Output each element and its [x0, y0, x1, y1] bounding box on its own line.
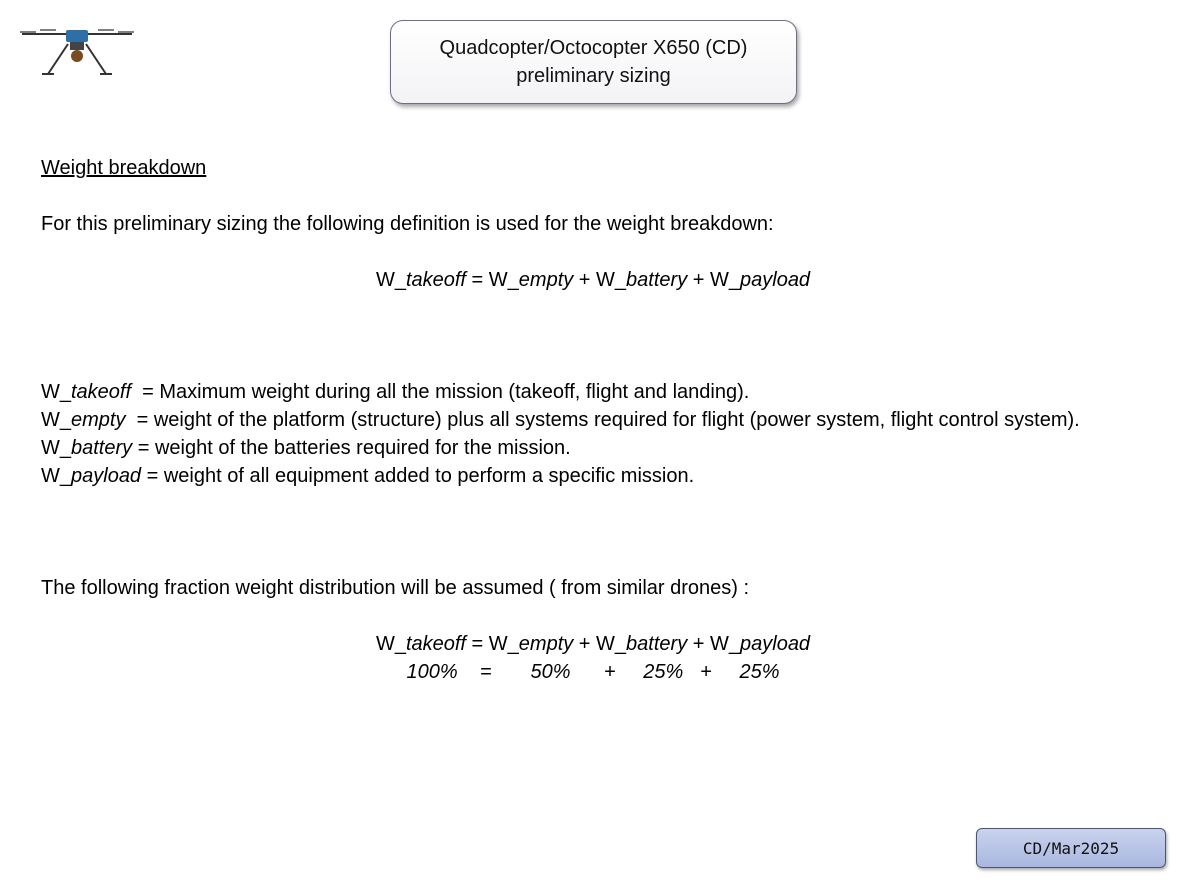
drone-icon: [18, 22, 136, 80]
definition-payload: W_payload = weight of all equipment added to perform a specific mission.: [41, 465, 695, 487]
title-line-2: preliminary sizing: [516, 65, 671, 87]
title-box: [390, 20, 797, 104]
weight-equation: W_takeoff = W_empty + W_battery + W_payload: [375, 269, 811, 291]
definition-battery: W_battery = weight of the batteries required for the mission.: [41, 437, 571, 459]
intro-text: For this preliminary sizing the following definition is used for the weight breakdown:: [41, 213, 774, 235]
assumption-text: The following fraction weight distribution will be assumed ( from similar drones) :: [41, 577, 750, 599]
definitions-list: [41, 378, 1121, 490]
section-heading: Weight breakdown: [41, 157, 207, 179]
fraction-equation: W_takeoff = W_empty + W_battery + W_payload: [375, 633, 811, 655]
definition-empty: W_empty = weight of the platform (structure) plus all systems required for flight (power system, flight control system).: [41, 409, 1080, 431]
fraction-values: 100% = 50% + 25% + 25%: [406, 661, 780, 683]
definition-takeoff: W_takeoff = Maximum weight during all the mission (takeoff, flight and landing).: [41, 381, 750, 403]
title-line-1: Quadcopter/Octocopter X650 (CD): [439, 37, 748, 59]
footer-badge: CD/Mar2025: [976, 828, 1166, 868]
